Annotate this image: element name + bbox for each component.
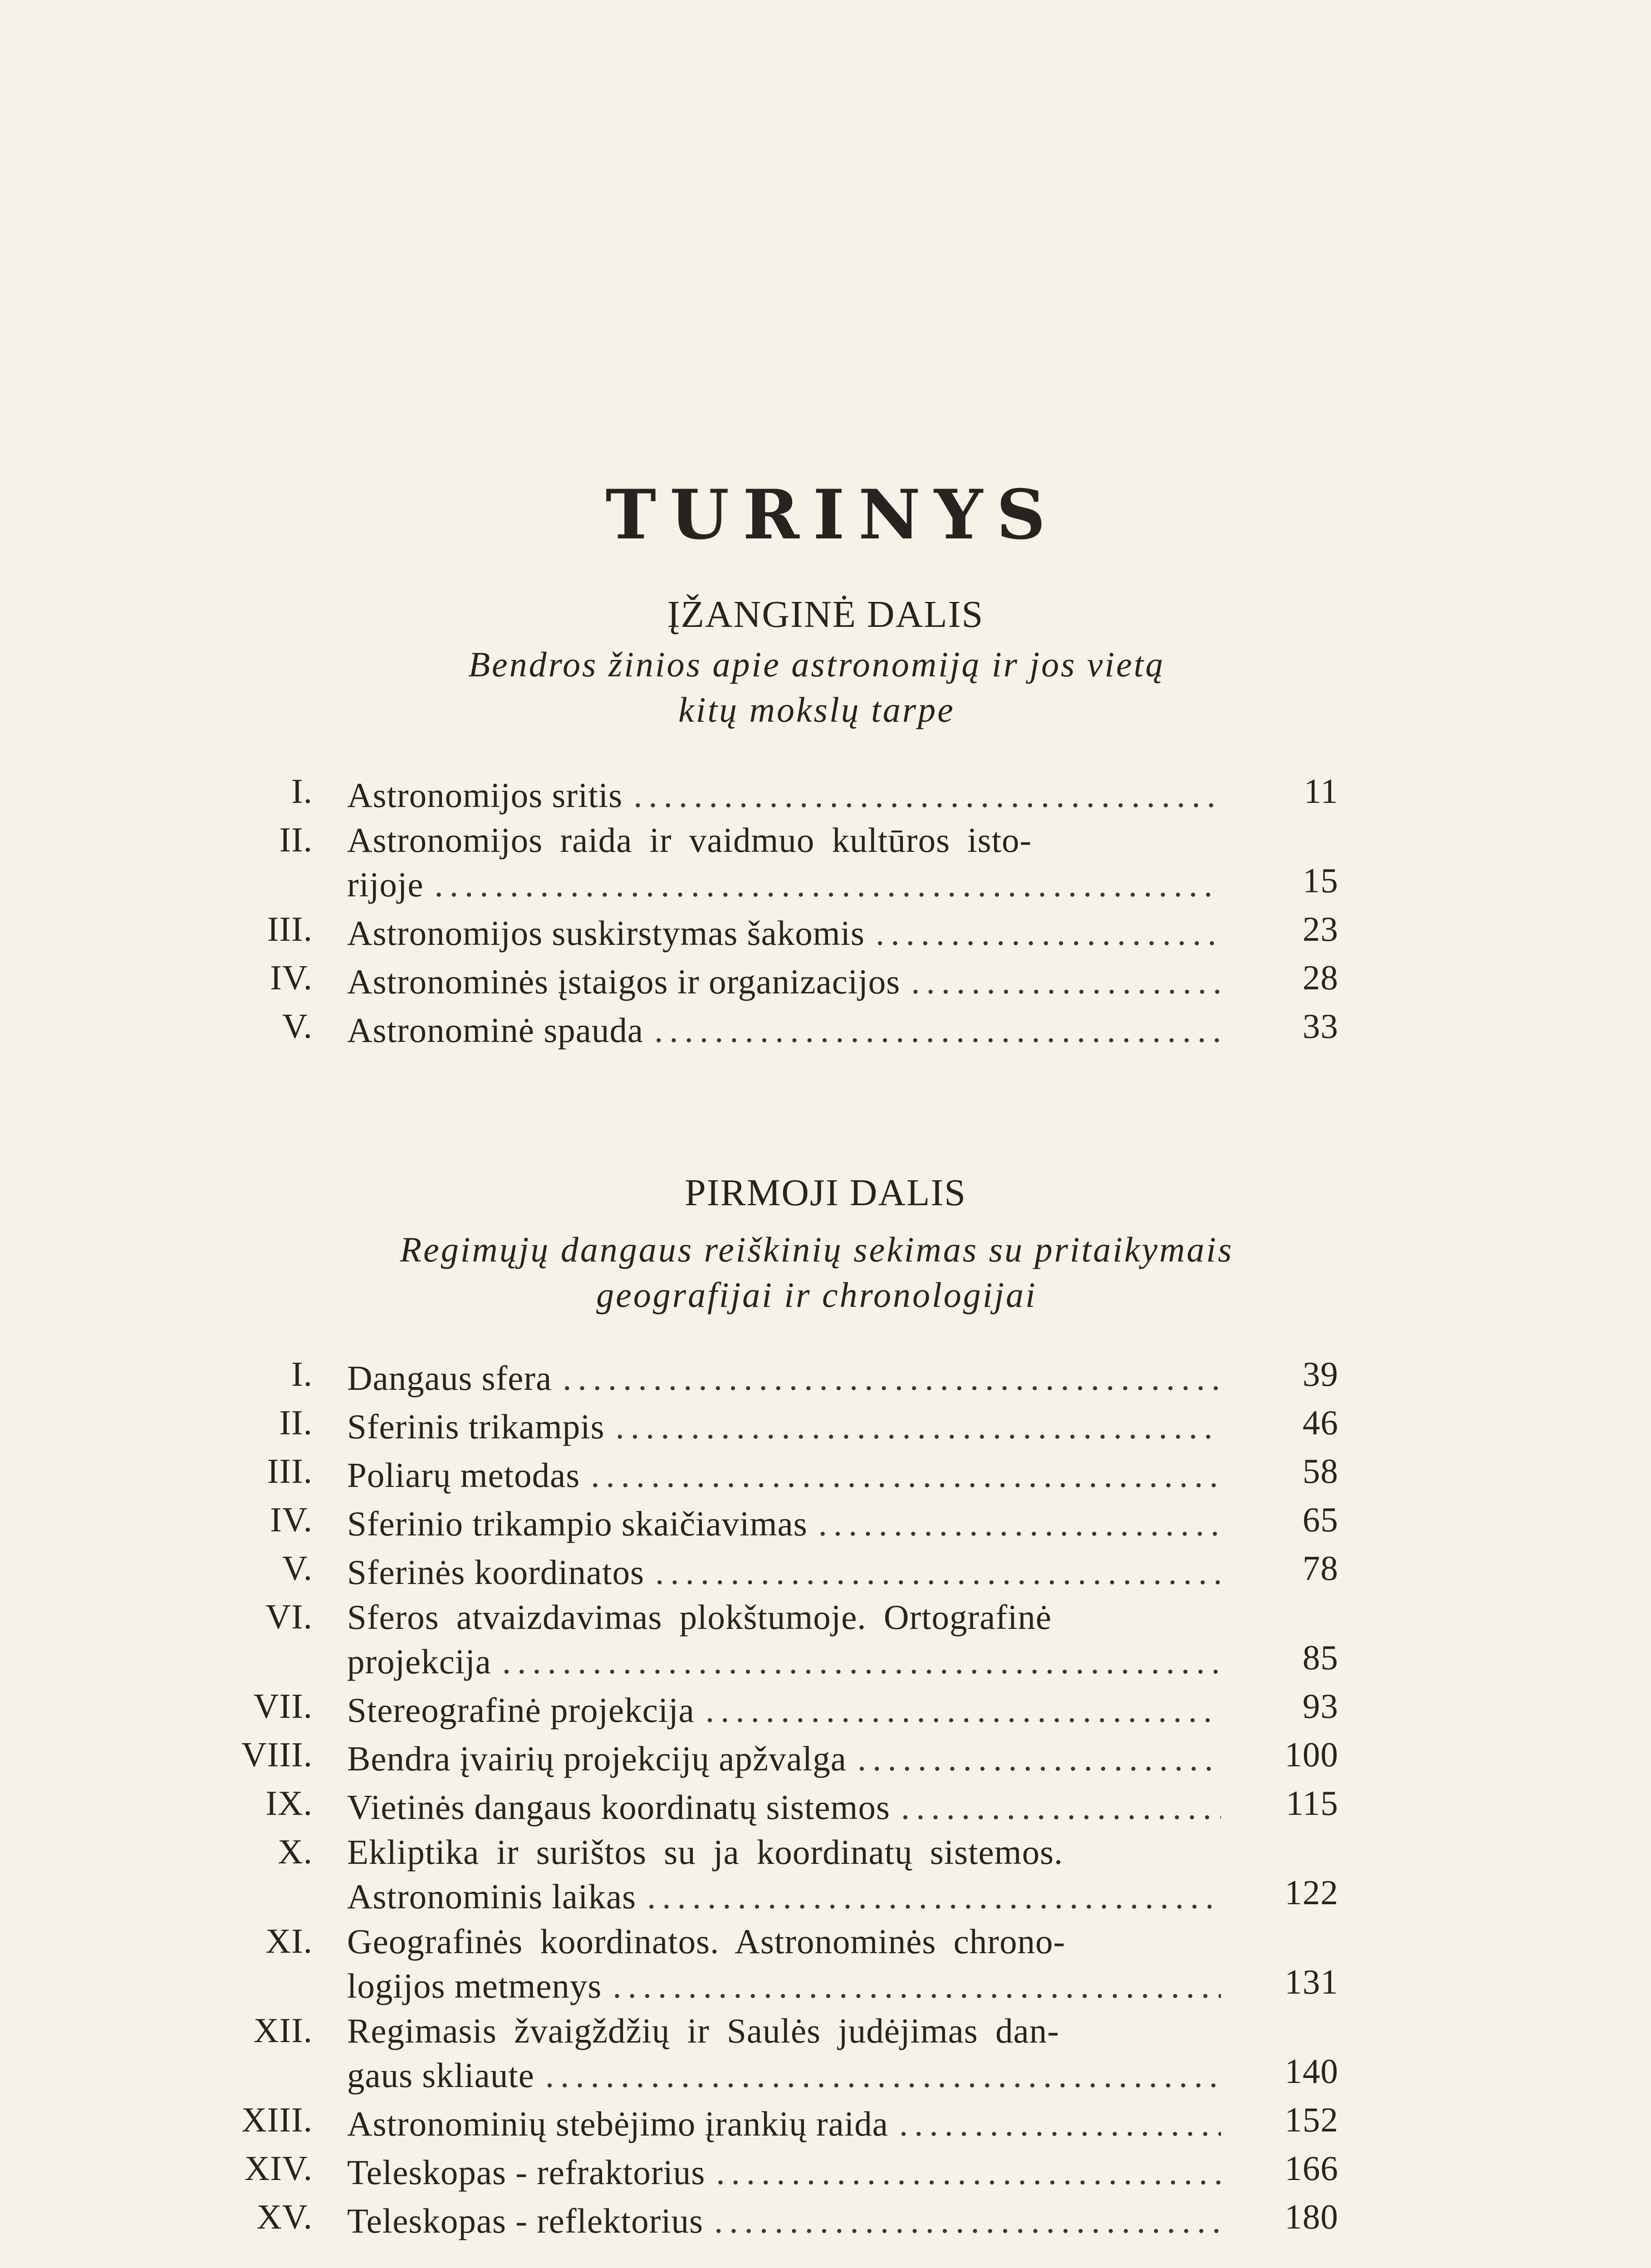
part-heading-first: PIRMOJI DALIS	[684, 1172, 967, 1214]
chapter-title-line: Astronomijos raida ir vaidmuo kultūros isto-	[347, 821, 1032, 860]
chapter-number: XIII.	[241, 2100, 313, 2139]
chapter-number: IX.	[265, 1784, 313, 1823]
toc-entry	[0, 1500, 1651, 1548]
part-subtitle-first-line2: geografijai ir chronologijai	[596, 1275, 1037, 1315]
page-number: 58	[1303, 1452, 1338, 1491]
chapter-number: I.	[291, 1354, 313, 1393]
toc-entry	[0, 1548, 1651, 1597]
page-number: 39	[1303, 1354, 1338, 1393]
part-subtitle-first-line1: Regimųjų dangaus reiškinių sekimas su pritaikymais	[400, 1230, 1234, 1269]
chapter-number: I.	[291, 772, 313, 811]
chapter-title: Astronominių stebėjimo įrankių raida	[347, 2104, 888, 2143]
toc-entry	[0, 2197, 1651, 2245]
chapter-title: Astronominė spauda	[347, 1011, 644, 1050]
dot-leader	[616, 1403, 1221, 1451]
dot-leader	[911, 958, 1221, 1006]
dot-leader	[714, 2197, 1221, 2245]
page-number: 28	[1303, 958, 1338, 997]
chapter-number: III.	[267, 1452, 313, 1491]
page-number: 93	[1303, 1686, 1338, 1725]
toc-entry	[0, 1597, 1651, 1686]
toc-first-part	[0, 1354, 1651, 2245]
toc-entry	[0, 2100, 1651, 2148]
chapter-number: X.	[278, 1832, 313, 1871]
toc-entry	[0, 1832, 1651, 1921]
chapter-title: Sferinis trikampis	[347, 1407, 605, 1446]
chapter-number: VI.	[265, 1597, 313, 1636]
toc-entry	[0, 1735, 1651, 1783]
chapter-title: logijos metmenys	[347, 1966, 602, 2005]
dot-leader	[899, 2100, 1221, 2148]
chapter-title: Sferinio trikampio skaičiavimas	[347, 1504, 808, 1543]
toc-entry	[0, 2010, 1651, 2100]
dot-leader	[633, 771, 1221, 820]
dot-leader	[655, 1548, 1221, 1597]
chapter-title: Astronominės įstaigos ir organizacijos	[347, 962, 901, 1001]
page-number: 78	[1303, 1549, 1338, 1588]
chapter-number: VIII.	[241, 1735, 313, 1774]
chapter-number: IV.	[270, 958, 313, 997]
chapter-title: Bendra įvairių projekcijų apžvalga	[347, 1739, 847, 1778]
page-number: 23	[1303, 909, 1338, 948]
chapter-number: VII.	[253, 1686, 313, 1725]
toc-entry	[0, 2148, 1651, 2197]
dot-leader	[857, 1735, 1221, 1783]
chapter-title: Poliarų metodas	[347, 1456, 580, 1495]
dot-leader	[435, 860, 1221, 909]
page-number: 46	[1303, 1403, 1338, 1442]
chapter-number: V.	[282, 1549, 313, 1588]
chapter-number: XII.	[253, 2011, 313, 2050]
page-number: 140	[1284, 2052, 1338, 2091]
toc-entry	[0, 1686, 1651, 1735]
page-number: 131	[1284, 1962, 1338, 2001]
toc-entry	[0, 1783, 1651, 1832]
part-subtitle-introduction-line2: kitų mokslų tarpe	[678, 690, 955, 729]
chapter-title: Astronomijos sritis	[347, 776, 623, 815]
chapter-number: V.	[282, 1007, 313, 1046]
dot-leader	[502, 1637, 1221, 1686]
chapter-number: IV.	[270, 1500, 313, 1539]
page-number: 11	[1303, 772, 1338, 811]
chapter-title: Teleskopas - reflektorius	[347, 2201, 704, 2240]
chapter-number: III.	[267, 909, 313, 948]
dot-leader	[654, 1006, 1221, 1055]
chapter-number: XI.	[265, 1921, 313, 1960]
toc-entry	[0, 958, 1651, 1006]
dot-leader	[818, 1500, 1221, 1548]
dot-leader	[716, 2148, 1221, 2197]
chapter-title: rijoje	[347, 865, 424, 904]
chapter-title-line: Ekliptika ir surištos su ja koordinatų sistemos.	[347, 1833, 1063, 1872]
page-number: 115	[1286, 1784, 1338, 1823]
dot-leader	[876, 909, 1221, 958]
chapter-title: Vietinės dangaus koordinatų sistemos	[347, 1788, 890, 1827]
toc-entry	[0, 1006, 1651, 1055]
page-number: 166	[1284, 2149, 1338, 2188]
part-subtitle-introduction-line1: Bendros žinios apie astronomiją ir jos vietą	[468, 645, 1165, 684]
page-number: 33	[1303, 1007, 1338, 1046]
page-title: TURINYS	[605, 475, 1059, 555]
dot-leader	[612, 1962, 1221, 2010]
chapter-title: projekcija	[347, 1642, 491, 1681]
chapter-title: Astronomijos suskirstymas šakomis	[347, 914, 865, 953]
chapter-title: Teleskopas - refraktorius	[347, 2153, 705, 2192]
dot-leader	[647, 1872, 1221, 1921]
toc-entry	[0, 1403, 1651, 1451]
chapter-number: XV.	[256, 2197, 313, 2236]
page-number: 180	[1284, 2197, 1338, 2236]
page-number: 15	[1303, 861, 1338, 900]
toc-entry	[0, 820, 1651, 909]
chapter-title: Stereografinė projekcija	[347, 1691, 695, 1730]
page-number: 152	[1284, 2100, 1338, 2139]
chapter-number: XIV.	[244, 2149, 313, 2188]
page-number: 122	[1284, 1873, 1338, 1912]
dot-leader	[901, 1783, 1221, 1832]
toc-entry	[0, 1451, 1651, 1500]
page-number: 65	[1303, 1500, 1338, 1539]
chapter-title-line: Regimasis žvaigždžių ir Saulės judėjimas dan-	[347, 2011, 1059, 2050]
chapter-title: Astronominis laikas	[347, 1877, 637, 1916]
chapter-title: Sferinės koordinatos	[347, 1553, 645, 1592]
dot-leader	[591, 1451, 1221, 1500]
page-number: 100	[1284, 1735, 1338, 1774]
toc-entry	[0, 771, 1651, 820]
toc-entry	[0, 1921, 1651, 2010]
chapter-title-line: Sferos atvaizdavimas plokštumoje. Ortografinė	[347, 1598, 1052, 1637]
toc-entry	[0, 1354, 1651, 1403]
page-number: 85	[1303, 1638, 1338, 1677]
toc-introduction	[0, 771, 1651, 1055]
chapter-title-line: Geografinės koordinatos. Astronominės chrono-	[347, 1922, 1066, 1961]
chapter-number: II.	[279, 1403, 313, 1442]
part-heading-introduction: ĮŽANGINĖ DALIS	[667, 593, 984, 635]
chapter-number: II.	[279, 820, 313, 859]
chapter-title: gaus skliaute	[347, 2056, 534, 2095]
toc-entry	[0, 909, 1651, 958]
dot-leader	[705, 1686, 1221, 1735]
dot-leader	[563, 1354, 1221, 1403]
chapter-title: Dangaus sfera	[347, 1359, 552, 1398]
dot-leader	[545, 2051, 1221, 2100]
